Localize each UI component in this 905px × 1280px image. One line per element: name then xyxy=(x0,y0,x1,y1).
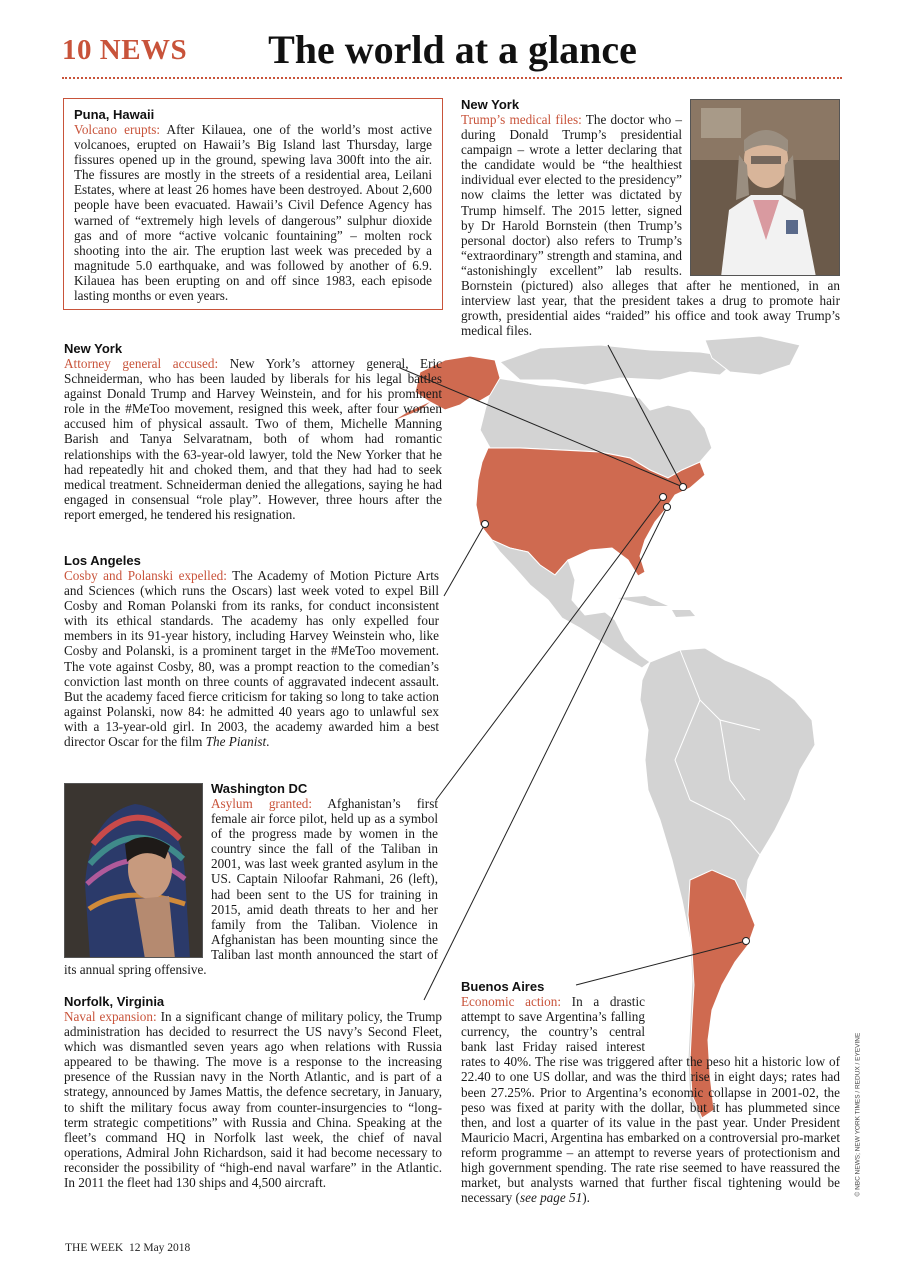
story-text: In a significant change of military policy, the Trump administration has decided to resurrect the US navy’s Second Fleet, which was dismantled seven years ago when relations with Russia appeared to be thawing. The move is a response to the increasing presence of the Russian navy in the North Atlantic, and is part of a strategy, announced by James Mattis, the defence secretary, in January, to shift the military focus away from counter-insurgencies to “long-term strategic competitions” with Russia and China. Speaking at the fleet’s command HQ in Norfolk last week, the chief of naval operations, Admiral John Richardson, said it had become necessary to reconsider the possibility of “high-end naval warfare” in the Atlantic. In 2011 the fleet had 130 ships and 4,500 aircraft. xyxy=(64,1009,442,1191)
story-text: The Academy of Motion Picture Arts and Sciences (which runs the Oscars) last week voted to expel Bill Cosby and Roman Polanski from its ranks, for conduct inconsistent with its ethical standards. The academy has only expelled four members in its 91-year history, including Harvey Weinstein who, like Cosby and Polanski, is a prominent target in the #MeToo movement. The vote against Cosby, 80, was a prompt reaction to the comedian’s conviction last month on three counts of aggravated indecent assault. But the academy faced fierce criticism for taking so long to take action against Polanski, now 84: he admitted 40 years ago to unlawful sex with a 13-year-old girl. In 2003, the academy awarded him a best director Oscar for the film xyxy=(64,568,439,750)
story-norfolk xyxy=(64,994,442,1190)
page-reference: see page 51 xyxy=(519,1190,583,1206)
story-kicker: Cosby and Polanski expelled: xyxy=(64,568,227,583)
story-text: The doctor who – during Donald Trump’s presidential campaign – wrote a letter declaring that the candidate would be “the healthiest individual ever elected to the presidency” now claims the letter was dictated by Trump himself. The 2015 letter, signed by Dr Harold Bornstein (then Trump’s personal doctor) also refers to Trump’s “extraordinary” strength and stamina, and “astonishingly excellent” lab results. Bornstein (pictured) also alleges that after he mentioned, in an interview last year, that the president takes a drug to promote hair growth, presidential aides “raided” his office and took away Trump’s medical files. xyxy=(461,112,840,339)
dot-buenos-aires xyxy=(743,938,750,945)
story-place: Norfolk, Virginia xyxy=(64,994,165,1009)
story-place: New York xyxy=(461,97,520,112)
photo-credit: © NBC NEWS; NEW YORK TIMES / REDUX / EYEVINE xyxy=(854,1032,862,1197)
map-canada-islands xyxy=(500,345,740,385)
story-ny-medical xyxy=(461,97,840,338)
story-kicker: Volcano erupts: xyxy=(74,122,161,137)
story-place: New York xyxy=(64,341,123,356)
story-buenos-aires: Buenos Aires Economic action: In a drastic attempt to save Argentina’s falling currency, the country’s central bank last Friday raised interest rates to 40%. The rise was triggered after the peso hit a historic low of 22.40 to one US dollar, and was the third rise in eight days; rates had been 27.25%. Prior to Argentina’s economic collapse in 2001-02, the peso was fixed at parity with the dollar, but it has plummeted since then, and lost a quarter of its value in the past year. Under President Mauricio Macri, Argentina has embarked on a controversial pro-market reform programme – an attempt to reverse years of protectionism and high government spending. The rate rise seemed to have reassured the market, but analysts warned that further fiscal tightening would be necessary (see page 51). xyxy=(461,979,840,1206)
story-place: Puna, Hawaii xyxy=(74,107,155,122)
story-kicker: Trump’s medical files: xyxy=(461,112,582,127)
story-kicker: Economic action: xyxy=(461,994,562,1009)
photo-spacer xyxy=(64,781,211,961)
story-text: After Kilauea, one of the world’s most active volcanoes, erupted on Hawaii’s Big Island last Thursday, large fissures opened up in the ground, spewing lava 300ft into the air. The fissures are mostly in the streets of a residential area, Leilani Estates, where at least 26 homes have been destroyed. About 2,600 people have been evacuated. Hawaii’s Civil Defence Agency has warned of “extremely high levels of dangerous” sulphur dioxide gas and of more “active volcanic fountaining” – molten rock shooting into the air. The eruption last week was preceded by a magnitude 5.0 earthquake, and was followed by another of 6.9. Kilauea has been erupting on and off since 1983, each episode lasting months or even years. xyxy=(74,122,432,304)
dot-norfolk xyxy=(664,504,671,511)
story-text: New York’s attorney general, Eric Schneiderman, who has been lauded by liberals for his legal battles against Donald Trump and Harvey Weinstein, and for his prominent role in the #MeToo movement, resigned this week, after four women accused him of physical assault. Two of them, Michelle Manning Barish and Tanya Selvaratnam, both of whom had romantic relationships with the 63-year-old lawyer, told the New Yorker that he had repeatedly hit and choked them, and that they had had to seek medical treatment. Schneiderman denied the allegations, saying he had engaged in consensual “role play”. However, three hours after the report emerged, he tendered his resignation. xyxy=(64,356,442,522)
story-kicker: Attorney general accused: xyxy=(64,356,219,371)
map-hispaniola xyxy=(672,610,695,617)
dot-new-york xyxy=(680,484,687,491)
story-kicker: Asylum granted: xyxy=(211,796,313,811)
story-place: Buenos Aires xyxy=(461,979,545,994)
story-text: Afghanistan’s first female air force pilot, held up as a symbol of the progress made by women in the country since the fall of the Taliban in 2001, was last week granted asylum in the US. Captain Niloofar Rahmani, 26 (left), had been sent to the US for training in 2015, amid death threats to her and her family from the Taliban. Violence in Afghanistan has been mounting since the Taliban last month announced the start of its annual spring offensive. xyxy=(64,796,438,978)
story-kicker: Naval expansion: xyxy=(64,1009,157,1024)
page-title: The world at a glance xyxy=(268,27,637,72)
story-hawaii xyxy=(63,98,443,310)
footer: THE WEEK 12 May 2018 xyxy=(65,1242,191,1254)
photo-bornstein xyxy=(690,99,840,276)
map-spacer xyxy=(645,979,840,1053)
dot-los-angeles xyxy=(482,521,489,528)
story-place: Washington DC xyxy=(211,781,308,796)
story-ny-ag xyxy=(64,341,442,522)
story-place: Los Angeles xyxy=(64,553,141,568)
story-washington xyxy=(64,781,438,977)
map-cuba xyxy=(618,596,668,606)
dot-washington xyxy=(660,494,667,501)
header-rule xyxy=(62,77,842,79)
story-text: In a drastic attempt to save Argentina’s falling currency, the country’s central bank last Friday raised interest rates to 40%. The rise was triggered after the peso hit a historic low of 22.40 to one US dollar, and was the third rise in eight days; rates had been 27.25%. Prior to Argentina’s economic collapse in 2001-02, the peso was fixed at parity with the dollar, but it has plummeted since then, and lost a quarter of its value in the past year. Under President Mauricio Macri, Argentina has embarked on a controversial pro-market reform programme – an attempt to reverse years of protectionism and high government spending. The rate rise seemed to have reassured the market, but analysts warned that further fiscal tightening would be necessary ( xyxy=(461,994,840,1206)
leader-la xyxy=(444,524,485,596)
page-number: 10 NEWS xyxy=(62,34,188,66)
story-los-angeles: Los Angeles Cosby and Polanski expelled: The Academy of Motion Picture Arts and Sciences (which runs the Oscars) last week voted to expel Bill Cosby and Roman Polanski from its ranks, for conduct inconsistent with its ethical standards. The academy has only expelled four members in its 91-year history, including Harvey Weinstein who, like Cosby and Polanski, is a prominent target in the #MeToo movement. The vote against Cosby, 80, was a prompt reaction to the comedian’s conviction last month on three counts of aggravated indecent assault. But the academy faced fierce criticism for taking so long to take action against Polanski, now 84: he admitted 40 years ago to unlawful sex with a 13-year-old girl. In 2003, the academy awarded him a best director Oscar for the film The Pianist. xyxy=(64,553,439,750)
film-title: The Pianist xyxy=(205,734,267,750)
